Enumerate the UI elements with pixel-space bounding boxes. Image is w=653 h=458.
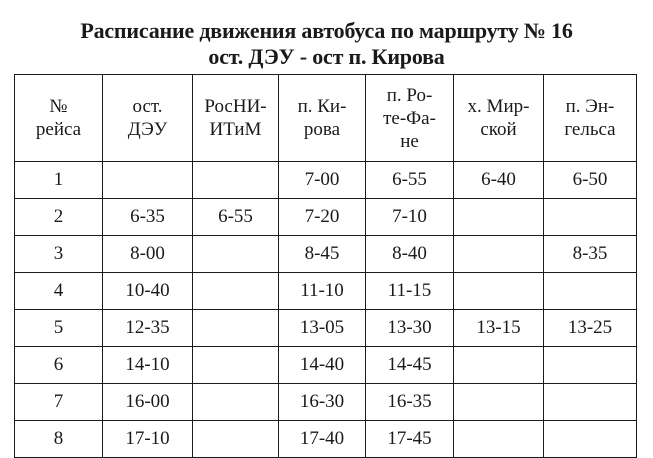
column-header-stop-p-engelsa	[544, 75, 637, 162]
table-row	[15, 310, 637, 347]
table-cell-stop-p-rote-fane: 14-45	[366, 347, 454, 384]
table-cell-stop-p-engelsa: 13-25	[544, 310, 637, 347]
table-cell-stop-p-rote-fane: 13-30	[366, 310, 454, 347]
table-cell-stop-deu: 6-35	[103, 199, 193, 236]
table-cell-stop-rosniitim	[193, 310, 279, 347]
table-cell-stop-kh-mirskoy	[454, 273, 544, 310]
table-cell-stop-p-kirova: 8-45	[279, 236, 366, 273]
table-cell-stop-kh-mirskoy	[454, 236, 544, 273]
table-cell-stop-deu: 17-10	[103, 421, 193, 458]
column-header-line: ост.	[132, 96, 163, 117]
table-row	[15, 347, 637, 384]
table-cell-trip-number: 8	[15, 421, 103, 458]
table-cell-stop-kh-mirskoy: 13-15	[454, 310, 544, 347]
table-row	[15, 273, 637, 310]
table-cell-stop-p-rote-fane: 11-15	[366, 273, 454, 310]
column-header-line: п. Ро-	[386, 84, 433, 106]
table-cell-stop-deu: 8-00	[103, 236, 193, 273]
table-cell-stop-p-kirova: 17-40	[279, 421, 366, 458]
table-header-row	[15, 75, 637, 162]
table-cell-stop-rosniitim	[193, 236, 279, 273]
table-cell-stop-kh-mirskoy: 6-40	[454, 162, 544, 199]
table-cell-stop-kh-mirskoy	[454, 384, 544, 421]
table-cell-stop-p-rote-fane: 17-45	[366, 421, 454, 458]
table-row	[15, 199, 637, 236]
column-header-line: ской	[480, 119, 517, 140]
table-cell-trip-number: 2	[15, 199, 103, 236]
table-cell-stop-kh-mirskoy	[454, 421, 544, 458]
column-header-trip-number	[15, 75, 103, 162]
table-cell-trip-number: 6	[15, 347, 103, 384]
column-header-line: гельса	[564, 119, 616, 140]
table-cell-stop-p-rote-fane: 7-10	[366, 199, 454, 236]
table-cell-stop-p-engelsa	[544, 421, 637, 458]
column-header-stop-rosniitim	[193, 75, 279, 162]
table-cell-stop-p-engelsa	[544, 273, 637, 310]
table-cell-stop-rosniitim	[193, 421, 279, 458]
column-header-line: рейса	[35, 119, 82, 140]
column-header-stop-deu	[103, 75, 193, 162]
table-cell-stop-rosniitim	[193, 162, 279, 199]
document-title-line-2: ост. ДЭУ - ост п. Кирова	[208, 44, 445, 69]
bus-schedule-table	[14, 74, 637, 458]
table-cell-stop-p-rote-fane: 6-55	[366, 162, 454, 199]
table-cell-stop-p-engelsa	[544, 199, 637, 236]
document-title-line-1: Расписание движения автобуса по маршруту № 16	[80, 18, 573, 43]
table-row	[15, 421, 637, 458]
column-header-line: не	[400, 130, 419, 152]
table-body	[15, 162, 637, 458]
table-cell-stop-deu: 16-00	[103, 384, 193, 421]
column-header-line: те-Фа-	[383, 107, 436, 129]
table-cell-stop-deu	[103, 162, 193, 199]
table-cell-stop-p-engelsa	[544, 347, 637, 384]
table-cell-trip-number: 5	[15, 310, 103, 347]
table-cell-stop-deu: 12-35	[103, 310, 193, 347]
table-cell-stop-rosniitim: 6-55	[193, 199, 279, 236]
table-cell-stop-p-rote-fane: 8-40	[366, 236, 454, 273]
table-cell-trip-number: 1	[15, 162, 103, 199]
column-header-stop-p-kirova	[279, 75, 366, 162]
column-header-line: ИТиМ	[209, 119, 262, 140]
table-row	[15, 162, 637, 199]
column-header-stop-kh-mirskoy	[454, 75, 544, 162]
column-header-line: рова	[303, 119, 341, 140]
table-cell-trip-number: 7	[15, 384, 103, 421]
table-cell-stop-kh-mirskoy	[454, 199, 544, 236]
column-header-line: №	[49, 96, 68, 117]
table-cell-stop-p-kirova: 14-40	[279, 347, 366, 384]
table-cell-stop-deu: 14-10	[103, 347, 193, 384]
table-cell-trip-number: 3	[15, 236, 103, 273]
table-cell-stop-rosniitim	[193, 273, 279, 310]
table-cell-stop-p-kirova: 11-10	[279, 273, 366, 310]
table-cell-stop-rosniitim	[193, 384, 279, 421]
table-cell-stop-p-kirova: 13-05	[279, 310, 366, 347]
table-cell-stop-p-kirova: 16-30	[279, 384, 366, 421]
table-cell-stop-kh-mirskoy	[454, 347, 544, 384]
table-cell-stop-p-engelsa: 6-50	[544, 162, 637, 199]
table-cell-stop-p-kirova: 7-00	[279, 162, 366, 199]
table-cell-stop-rosniitim	[193, 347, 279, 384]
table-cell-stop-p-engelsa	[544, 384, 637, 421]
table-row	[15, 236, 637, 273]
column-header-line: п. Ки-	[297, 96, 347, 117]
table-cell-stop-p-kirova: 7-20	[279, 199, 366, 236]
table-cell-stop-deu: 10-40	[103, 273, 193, 310]
table-row	[15, 384, 637, 421]
table-cell-stop-p-engelsa: 8-35	[544, 236, 637, 273]
column-header-line: х. Мир-	[467, 96, 530, 117]
column-header-line: РосНИ-	[204, 96, 267, 117]
column-header-stop-p-rote-fane	[366, 75, 454, 162]
table-cell-trip-number: 4	[15, 273, 103, 310]
table-cell-stop-p-rote-fane: 16-35	[366, 384, 454, 421]
column-header-line: ДЭУ	[127, 119, 168, 140]
column-header-line: п. Эн-	[565, 96, 615, 117]
